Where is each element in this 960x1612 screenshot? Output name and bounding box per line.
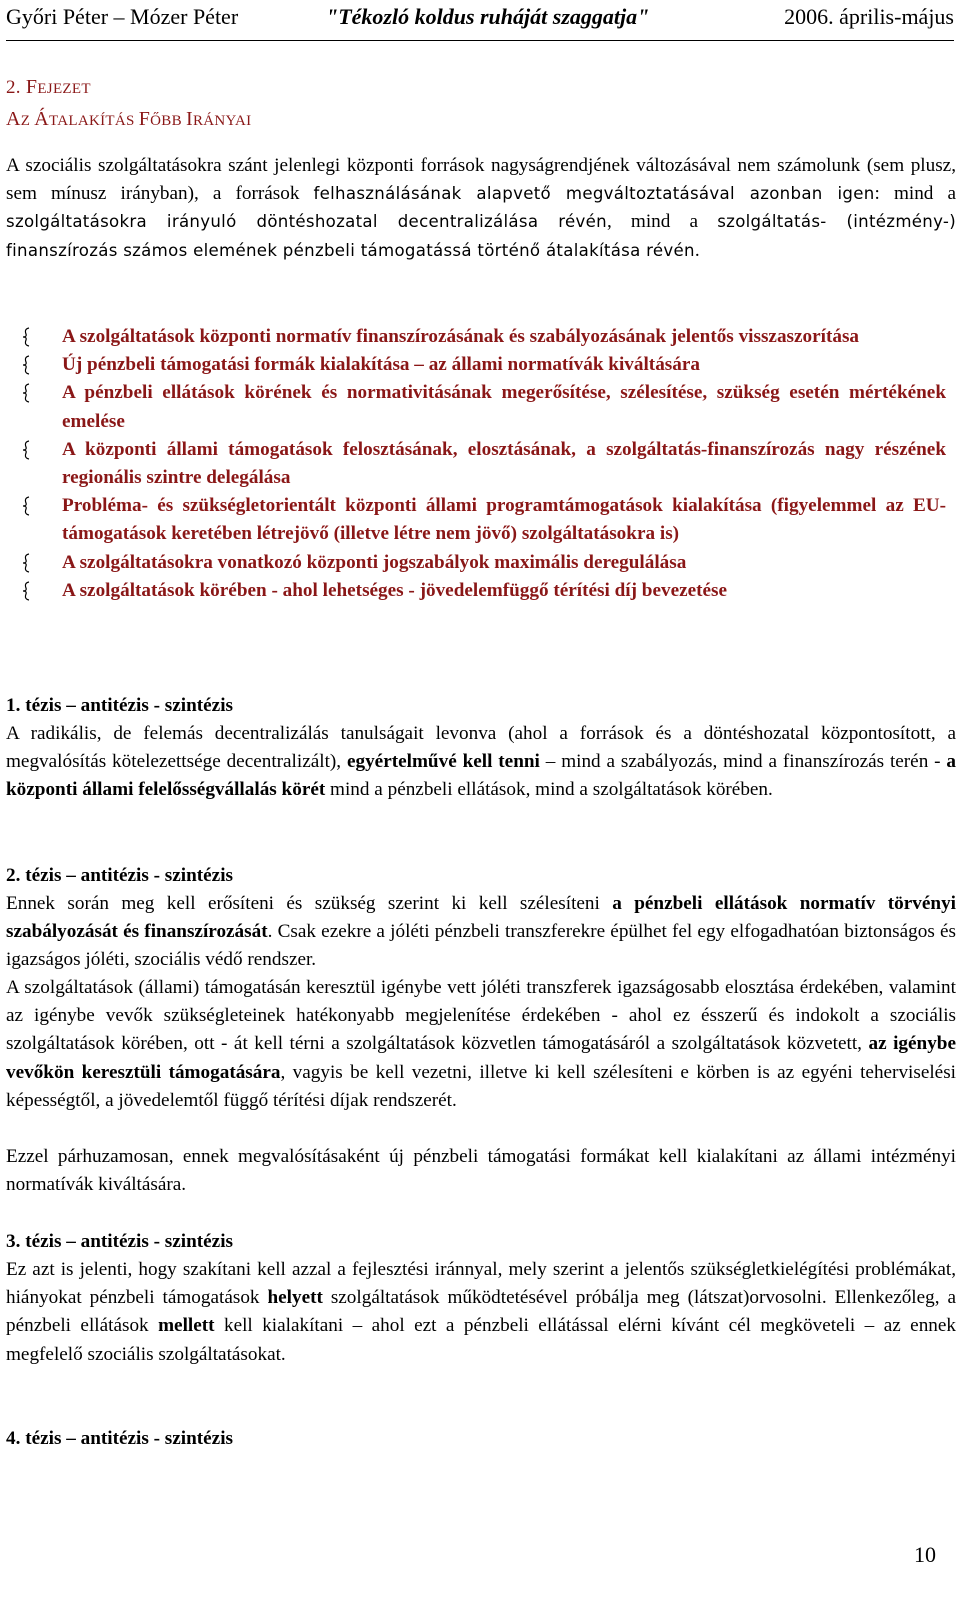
list-item: Probléma- és szükségletorientált központi állami programtámogatások kialakítása (figyelemmel az EU-támogatások keretében létrejövő (illetve létre nem jövő) szolgáltatásokra is) bbox=[22, 492, 946, 548]
bracket-bullet-icon bbox=[22, 327, 30, 347]
list-item: A szolgáltatásokra vonatkozó központi jogszabályok maximális deregulálása bbox=[22, 549, 946, 577]
chapter-heading bbox=[6, 74, 251, 134]
bracket-bullet-icon bbox=[22, 496, 30, 516]
running-header bbox=[6, 2, 954, 41]
chapter-title: AZ ÁTALAKÍTÁS FŐBB IRÁNYAI bbox=[6, 108, 252, 130]
page-number: 10 bbox=[914, 1542, 936, 1567]
list-item: Új pénzbeli támogatási formák kialakítása – az állami normatívák kiváltására bbox=[22, 351, 946, 379]
bracket-bullet-icon bbox=[22, 383, 30, 403]
bracket-bullet-icon bbox=[22, 440, 30, 460]
list-item: A központi állami támogatások felosztásának, elosztásának, a szolgáltatás-finanszírozás nagy részének regionális szintre delegálása bbox=[22, 436, 946, 492]
goals-list bbox=[22, 323, 946, 605]
intro-paragraph: A szociális szolgáltatásokra szánt jelenlegi központi források nagyságrendjének változásával nem számolunk (sem plusz, sem mínusz irányban), a források felhasználásának alapvető megváltoztatásával azonban igen: mind a szolgáltatásokra irányuló döntéshozatal decentralizálása révén, mind a szolgáltatás- (intézmény-) finanszírozás számos elemének pénzbeli támogatássá történő átalakítása révén. bbox=[6, 155, 956, 261]
thesis-1-paragraph: A radikális, de felemás decentralizálás tanulságait levonva (ahol a források és a döntéshozatal központosított, a megvalósítás kötelezettsége decentralizált), egyértelművé kell tenni – mind a szabályozás, mind a finanszírozás terén - a központi állami felelősségvállalás körét mind a pénzbeli ellátások, mind a szolgáltatások körében. bbox=[6, 723, 956, 801]
bracket-bullet-icon bbox=[22, 581, 30, 601]
thesis-1-heading: 1. tézis – antitézis - szintézis bbox=[6, 695, 233, 716]
chapter-number: 2. FEJEZET bbox=[6, 76, 91, 98]
thesis-2-paragraph-3: Ezzel párhuzamosan, ennek megvalósításaként új pénzbeli támogatási formákat kell kialakítani az állami intézményi normatívák kiváltására. bbox=[6, 1146, 956, 1196]
header-authors: Győri Péter – Mózer Péter bbox=[6, 4, 239, 29]
thesis-3-paragraph: Ez azt is jelenti, hogy szakítani kell azzal a fejlesztési iránnyal, mely szerint a jelentős szükségletkielégítési problémákat, hiányokat pénzbeli támogatások helyett szolgáltatások működtetésével próbálja meg (látszat)orvosolni. Ellenkezőleg, a pénzbeli ellátások mellett kell kialakítani – ahol ezt a pénzbeli ellátással elérni kívánt cél megköveteli – az ennek megfelelő szociális szolgáltatásokat. bbox=[6, 1259, 956, 1365]
header-title: "Tékozló koldus ruháját szaggatja" bbox=[326, 4, 650, 29]
list-item: A szolgáltatások központi normatív finanszírozásának és szabályozásának jelentős visszaszorítása bbox=[22, 323, 946, 351]
thesis-3-heading: 3. tézis – antitézis - szintézis bbox=[6, 1231, 233, 1252]
bracket-bullet-icon bbox=[22, 553, 30, 573]
list-item: A szolgáltatások körében - ahol lehetséges - jövedelemfüggő térítési díj bevezetése bbox=[22, 577, 946, 605]
thesis-2-heading: 2. tézis – antitézis - szintézis bbox=[6, 865, 233, 886]
thesis-2-paragraph-2: A szolgáltatások (állami) támogatásán keresztül igénybe vett jóléti transzferek igazságosabb elosztása érdekében, valamint az igénybe vevők szükségleteinek hatékonyabb megjelenítése érdekében - ahol ez ésszerű és indokolt a szociális szolgáltatások körében, ott - át kell térni a szolgáltatások közvetlen támogatásáról a szolgáltatások közvetett, az igénybe vevőkön keresztüli támogatására, vagyis be kell vezetni, illetve ki kell szélesíteni e körben is az egyéni teherviselési képességtől, a jövedelemtől függő térítési díjak rendszerét. bbox=[6, 977, 956, 1111]
thesis-4-heading: 4. tézis – antitézis - szintézis bbox=[6, 1428, 233, 1449]
header-date: 2006. április-május bbox=[784, 4, 954, 29]
bracket-bullet-icon bbox=[22, 355, 30, 375]
list-item: A pénzbeli ellátások körének és normativitásának megerősítése, szélesítése, szükség esetén mértékének emelése bbox=[22, 379, 946, 435]
thesis-2-paragraph-1: Ennek során meg kell erősíteni és szükség szerint ki kell szélesíteni a pénzbeli ellátások normatív törvényi szabályozását és finanszírozását. Csak ezekre a jóléti pénzbeli transzferekre épülhet fel egy elfogadhatóan biztonságos és igazságos jóléti, szociális védő rendszer. bbox=[6, 893, 956, 971]
